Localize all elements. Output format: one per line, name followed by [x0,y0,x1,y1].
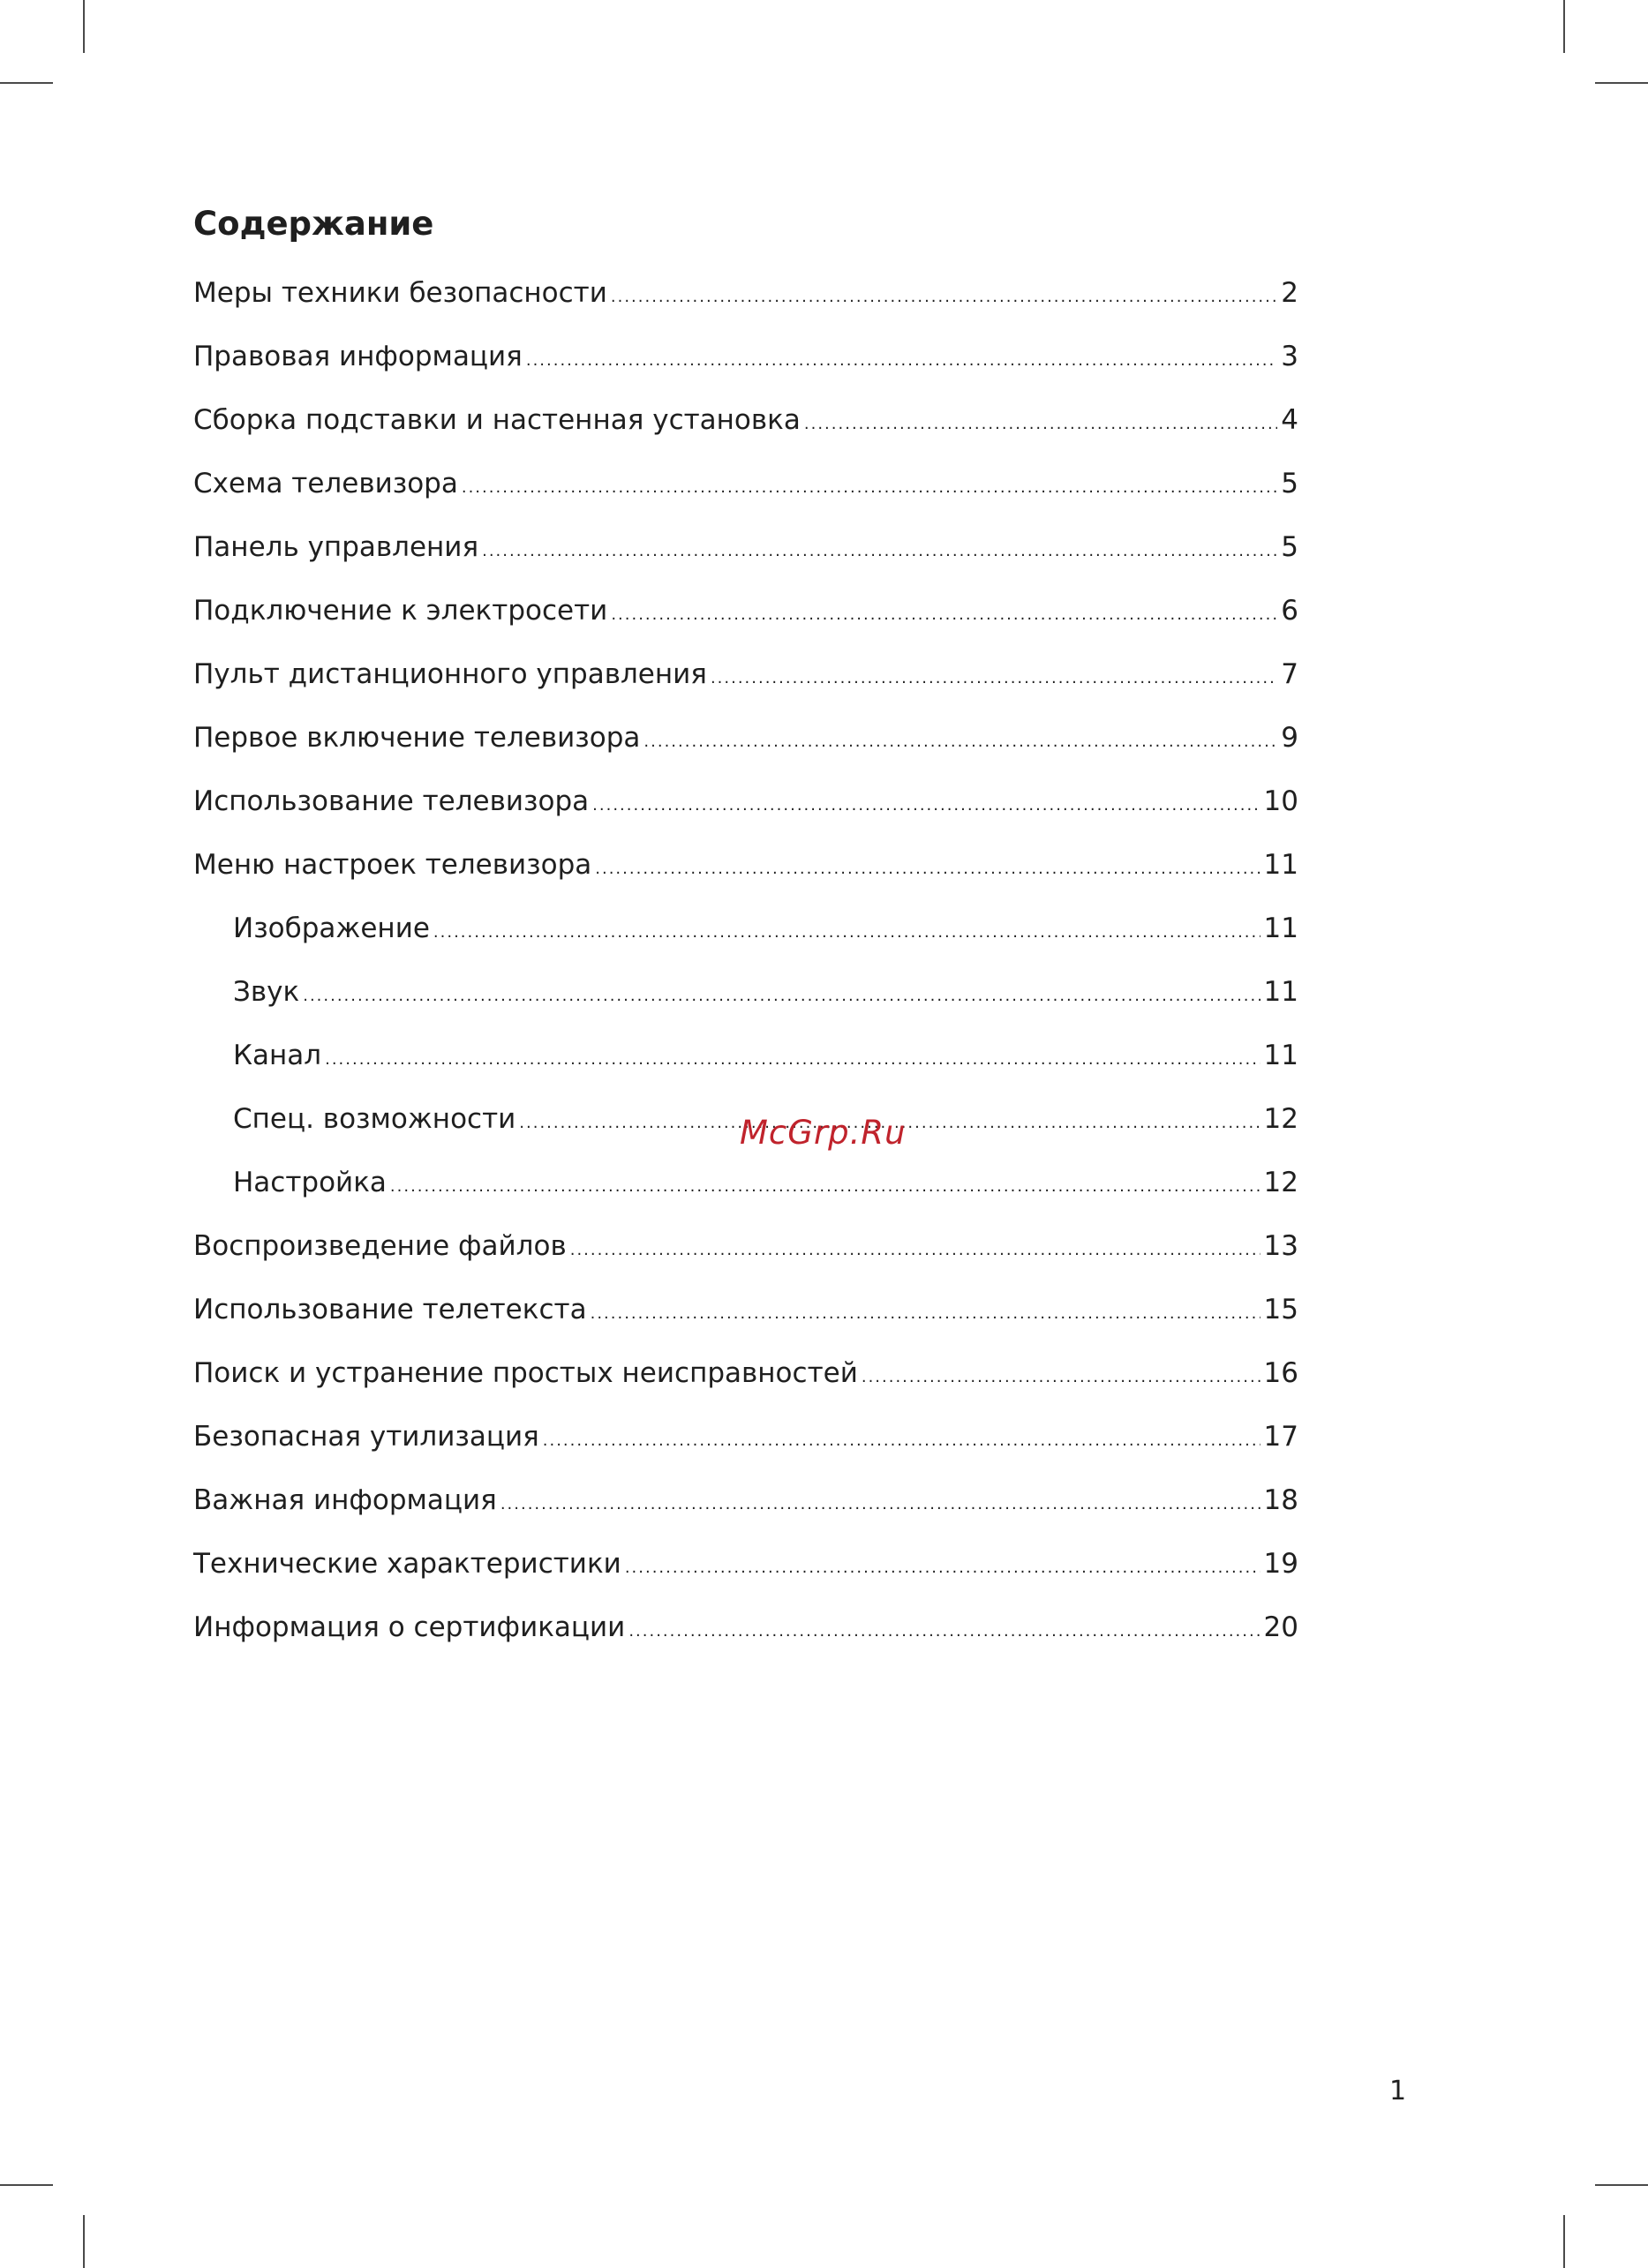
toc-dot-leader [595,837,1260,901]
toc-entry-label: Меры техники безопасности [193,277,607,309]
crop-mark-bottom-right-horizontal [1595,2184,1648,2186]
toc-dot-leader [711,647,1277,710]
toc-entry-page: 19 [1263,1548,1298,1580]
toc-entry-label: Пульт дистанционного управления [193,658,707,690]
toc-entry[interactable] [193,642,1298,706]
toc-entry[interactable] [193,388,1298,452]
toc-dot-leader [526,329,1277,393]
toc-entry-label: Схема телевизора [193,468,458,499]
crop-mark-bottom-left-horizontal [0,2184,53,2186]
toc-entry-page: 15 [1263,1294,1298,1326]
toc-entry-label: Использование телевизора [193,785,590,817]
toc-entry-label: Канал [233,1040,322,1071]
watermark: McGrp.Ru [740,1114,907,1152]
toc-entry-label: Изображение [233,912,430,944]
crop-mark-top-right-vertical [1563,0,1565,53]
toc-entry-page: 3 [1281,341,1298,372]
toc-entry-page: 11 [1263,1040,1298,1071]
toc-entry[interactable] [193,1278,1298,1341]
toc-entry-label: Использование телетекста [193,1294,587,1326]
toc-entry[interactable] [193,452,1298,515]
toc-dot-leader [303,965,1260,1028]
toc-entry-page: 13 [1263,1230,1298,1262]
toc-entry[interactable] [193,1341,1298,1405]
crop-mark-top-right-horizontal [1595,82,1648,84]
toc-entry-page: 11 [1263,849,1298,881]
toc-entry-page: 11 [1263,976,1298,1008]
toc-entry-label: Спец. возможности [233,1103,516,1135]
toc-entry-page: 12 [1263,1103,1298,1135]
toc-entry[interactable] [193,261,1298,325]
toc-entry-label: Правовая информация [193,341,523,372]
toc-dot-leader [482,520,1277,583]
toc-dot-leader [500,1473,1260,1536]
toc-entry-label: Меню настроек телевизора [193,849,592,881]
toc-subentry[interactable] [193,1151,1298,1214]
toc-entry-page: 16 [1263,1357,1298,1389]
toc-subentry[interactable] [193,960,1298,1024]
toc-entry[interactable] [193,1596,1298,1659]
toc-dot-leader [570,1219,1260,1282]
toc-entry[interactable] [193,1532,1298,1596]
toc-entry-label: Безопасная утилизация [193,1421,539,1453]
toc-entry-page: 2 [1281,277,1298,309]
crop-mark-bottom-right-vertical [1563,2215,1565,2268]
toc-dot-leader [862,1346,1260,1409]
crop-mark-bottom-left-vertical [83,2215,85,2268]
toc-entry-page: 18 [1263,1484,1298,1516]
crop-mark-top-left-horizontal [0,82,53,84]
toc-dot-leader [643,710,1277,774]
toc-title: Содержание [193,205,434,243]
toc-entry[interactable] [193,706,1298,770]
crop-mark-top-left-vertical [83,0,85,53]
toc-dot-leader [462,456,1277,520]
toc-entry-label: Технические характеристики [193,1548,621,1580]
toc-entry-page: 11 [1263,912,1298,944]
toc-entry-page: 20 [1263,1611,1298,1643]
toc-entry-label: Важная информация [193,1484,497,1516]
toc-entry[interactable] [193,770,1298,833]
toc-entry-label: Сборка подставки и настенная установка [193,404,801,436]
toc-list [193,261,1298,1659]
toc-dot-leader [325,1028,1260,1092]
toc-entry-label: Воспроизведение файлов [193,1230,567,1262]
toc-entry[interactable] [193,1468,1298,1532]
toc-dot-leader [543,1409,1260,1473]
toc-entry-page: 5 [1281,531,1298,563]
page-number: 1 [1389,2076,1407,2107]
toc-entry[interactable] [193,579,1298,642]
toc-entry-page: 9 [1281,722,1298,754]
toc-entry-label: Настройка [233,1167,387,1198]
toc-entry-page: 17 [1263,1421,1298,1453]
toc-dot-leader [804,393,1277,456]
toc-entry[interactable] [193,325,1298,388]
toc-dot-leader [611,583,1277,647]
toc-entry-page: 7 [1281,658,1298,690]
toc-entry[interactable] [193,515,1298,579]
toc-entry-label: Панель управления [193,531,479,563]
toc-entry-label: Подключение к электросети [193,595,608,627]
toc-subentry[interactable] [193,1024,1298,1087]
toc-entry-page: 4 [1281,404,1298,436]
toc-dot-leader [592,774,1260,837]
toc-dot-leader [433,901,1260,965]
toc-dot-leader [591,1282,1260,1346]
toc-dot-leader [628,1600,1260,1663]
toc-subentry[interactable] [193,897,1298,960]
toc-entry-label: Звук [233,976,300,1008]
toc-entry[interactable] [193,1214,1298,1278]
toc-entry-page: 10 [1263,785,1298,817]
toc-entry-label: Информация о сертификации [193,1611,626,1643]
toc-entry[interactable] [193,1405,1298,1468]
toc-dot-leader [625,1536,1260,1600]
toc-dot-leader [611,266,1277,329]
toc-entry-page: 12 [1263,1167,1298,1198]
toc-entry-label: Поиск и устранение простых неисправностей [193,1357,858,1389]
toc-entry[interactable] [193,833,1298,897]
toc-entry-page: 6 [1281,595,1298,627]
table-of-contents [193,198,1298,1659]
toc-dot-leader [390,1155,1260,1219]
toc-entry-label: Первое включение телевизора [193,722,641,754]
toc-entry-page: 5 [1281,468,1298,499]
